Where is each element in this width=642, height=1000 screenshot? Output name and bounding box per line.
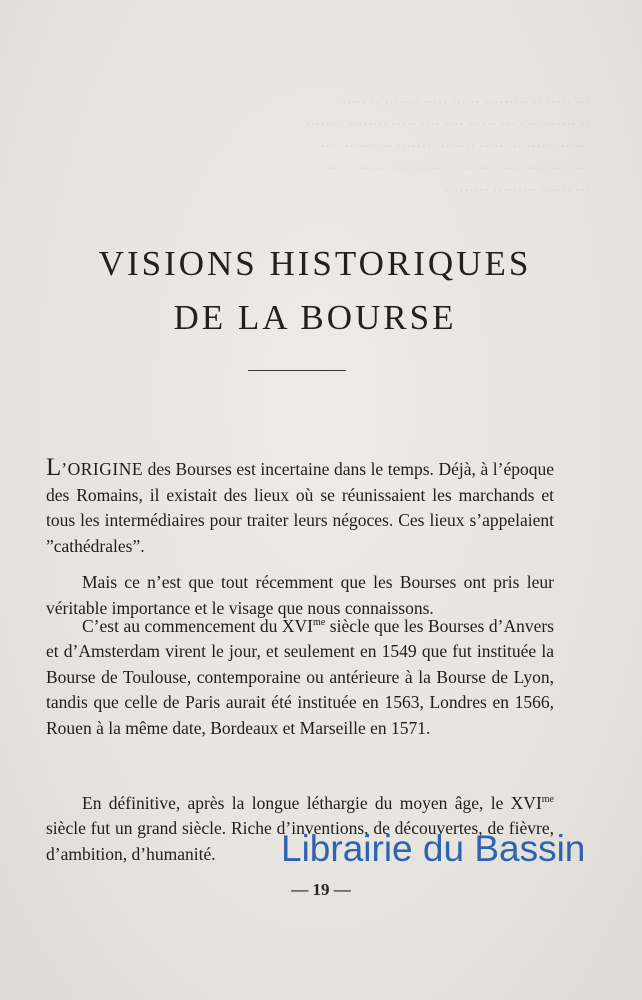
page-title-line-2: DE LA BOURSE: [173, 298, 457, 337]
first-word: ’ORIGINE: [61, 459, 144, 479]
paragraph-text: C’est au commencement du XVI: [82, 615, 314, 636]
superscript: me: [313, 617, 326, 628]
watermark: Librairie du Bassin: [281, 828, 586, 869]
paragraph-origin: [46, 455, 554, 559]
page-number: — 19 —: [291, 880, 351, 899]
drop-cap: L: [46, 454, 62, 481]
paragraph-text: siècle fut un grand siècle. Riche d’inventions, de découvertes, de fièvre, d’ambition, d’humanité.: [46, 818, 554, 864]
paragraph-text: siècle que les Bourses d’Anvers et d’Amsterdam virent le jour, et seulement en 1549 que fut instituée la Bourse de Toulouse, contemporaine ou antérieure à la Bourse de Lyon, tandis que celle de Paris aurait été instituée en 1563, Londres en 1566, Rouen à la même date, Bordeaux et Marseille en 1571.: [46, 615, 554, 738]
paragraph-text: En définitive, après la longue léthargie du moyen âge, le XVI: [82, 792, 542, 813]
paragraph-importance: Mais ce n’est que tout récemment que les Bourses ont pris leur véritable importance et le visage que nous connaissons.: [46, 572, 554, 618]
show-through-text: ··· ····· ·· ········· ·· ··· ····· ······· ·· ····· ·· ······· ·· · ··· ··· ·· ···· ···· ····· ········ · ······ ······ ······ ·· ······ ········ ······· ·· ········ ···· ···· ········ ····· ······· · ······· ··· ······ · · ·· ··· ······ ········· ·········: [305, 95, 590, 199]
page-title-line-1: VISIONS HISTORIQUES: [98, 244, 532, 283]
superscript: me: [541, 794, 554, 805]
title-divider: [248, 370, 346, 371]
paragraph-history: [46, 610, 554, 741]
paragraph-text: des Bourses est incertaine dans le temps. Déjà, à l’époque des Romains, il existait des lieux où se réunissaient les marchands et tous les intermédiaires pour traiter leurs négoces. Ces lieux s’appelaient ”cathédrales”.: [46, 459, 554, 556]
